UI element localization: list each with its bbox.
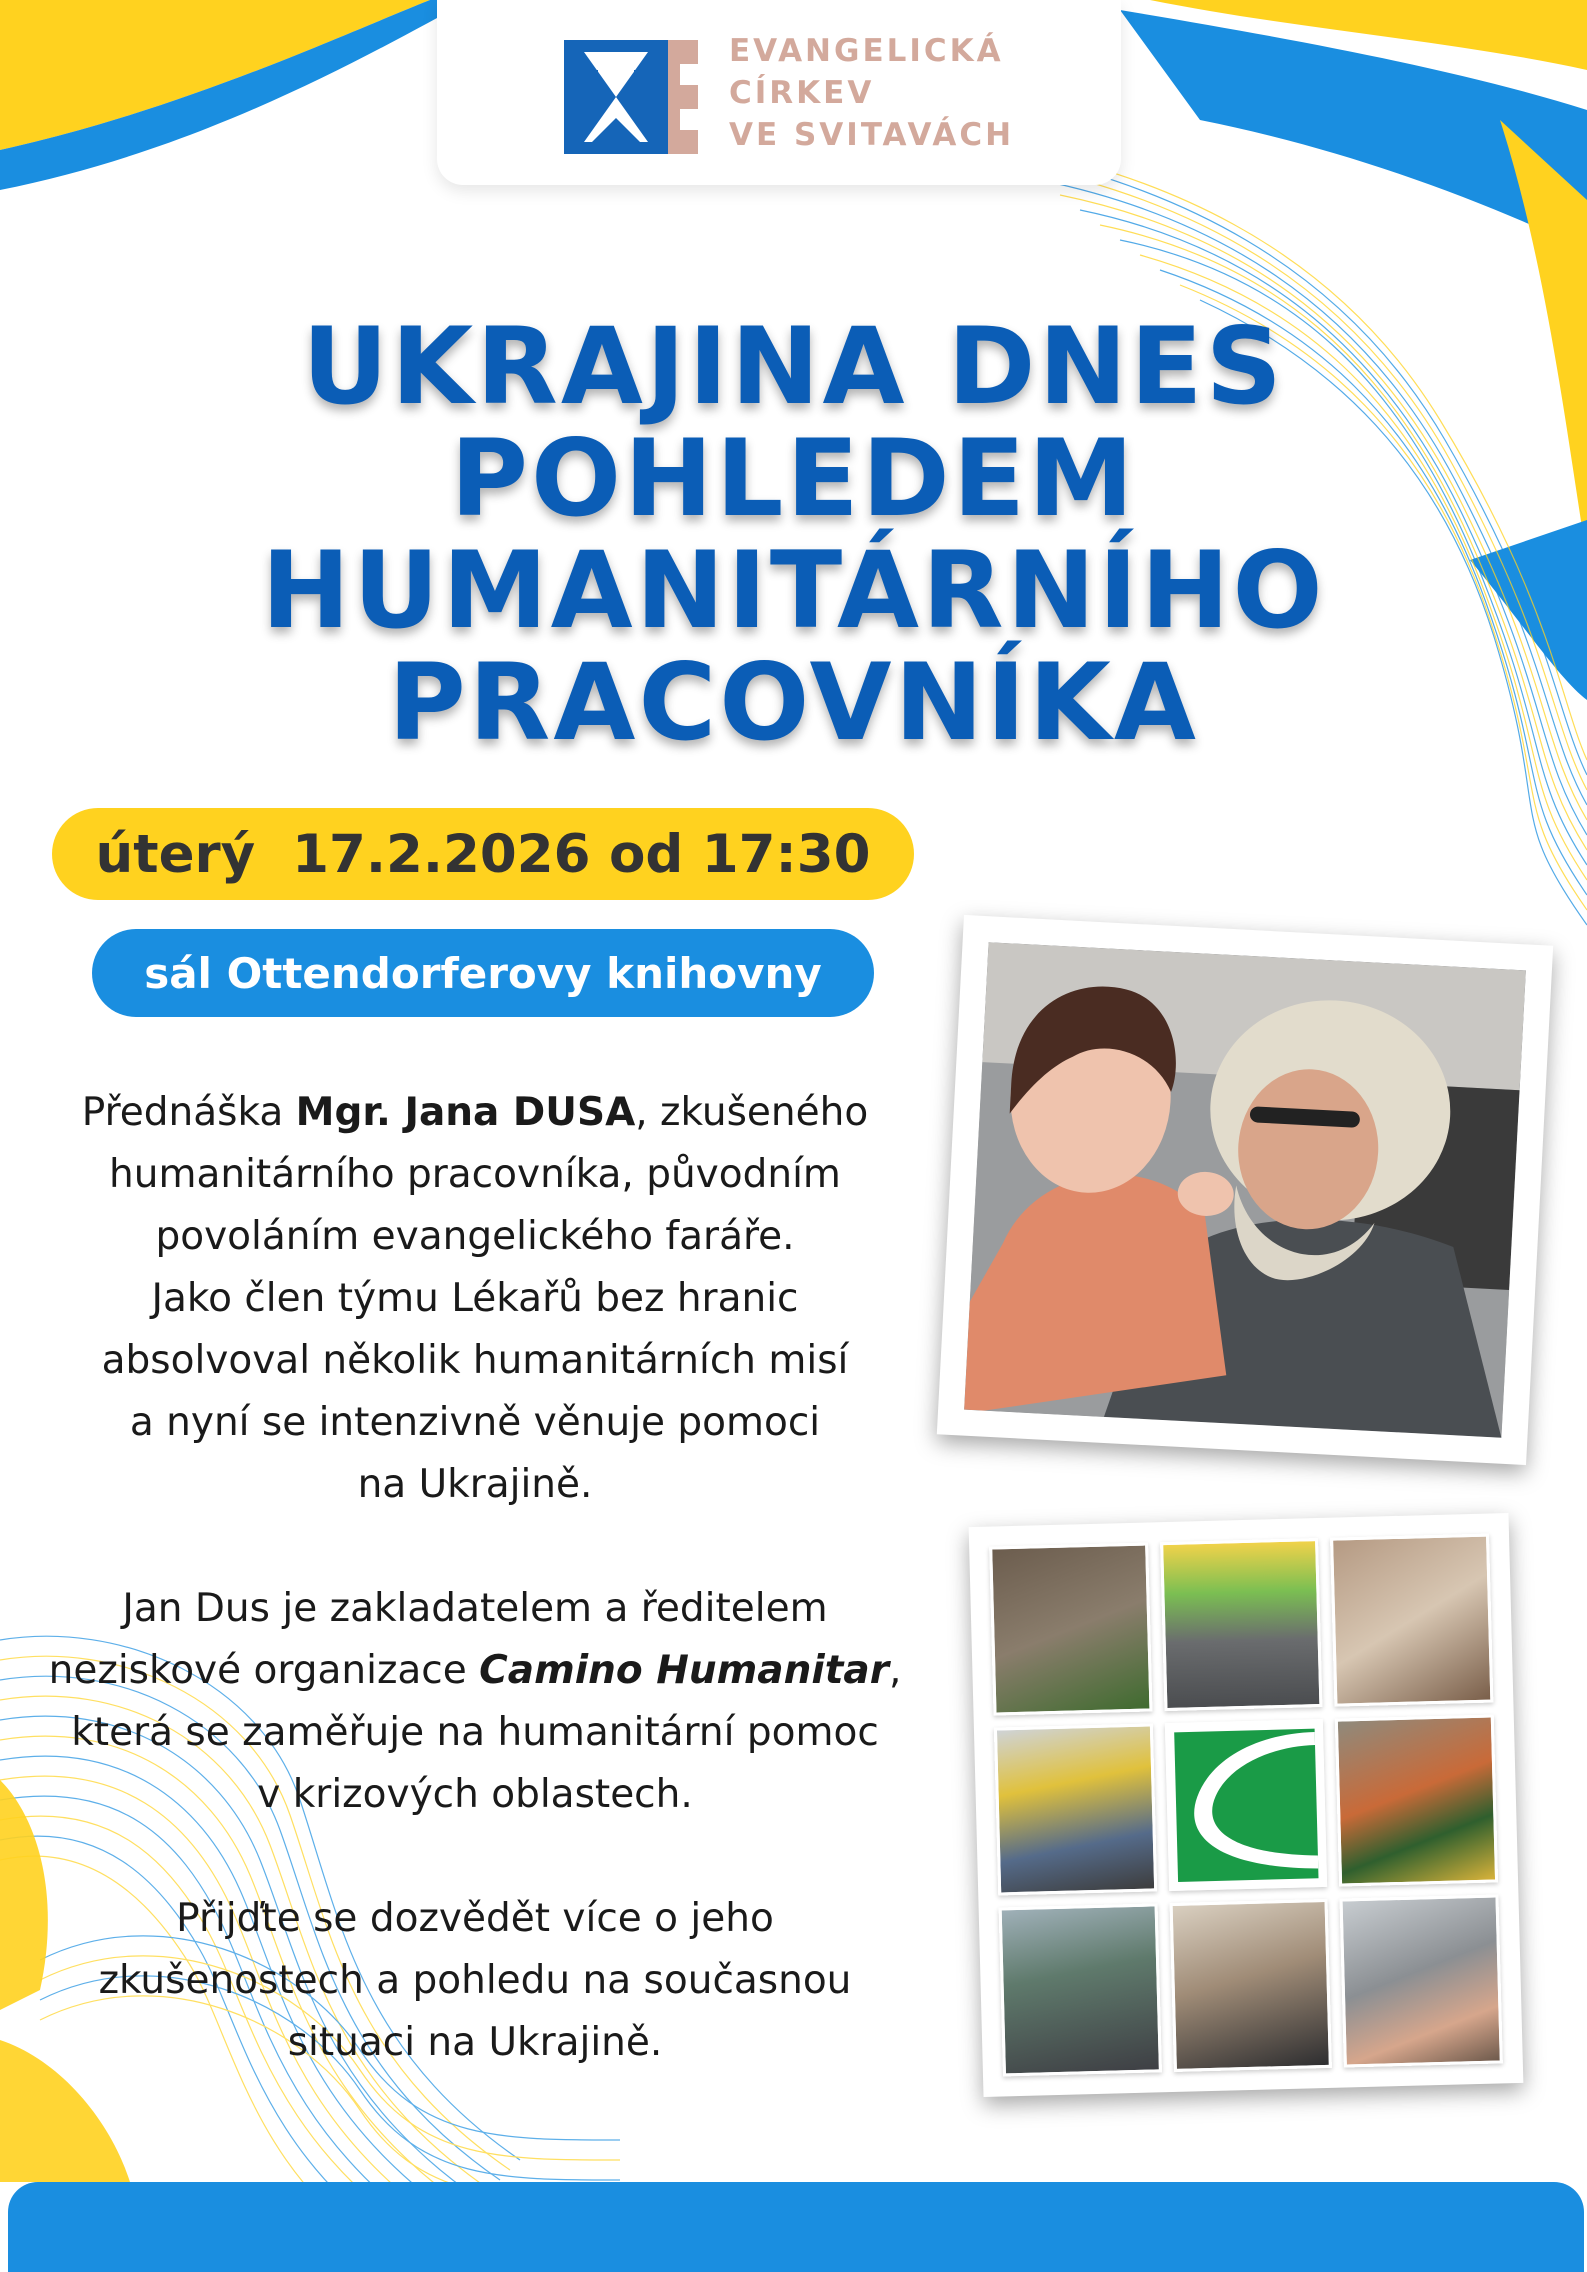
speaker-photo bbox=[937, 915, 1553, 1465]
collage-photo-selfie bbox=[1340, 1895, 1503, 2068]
description-line: která se zaměřuje na humanitární pomoc bbox=[71, 1710, 879, 1755]
description-line: a nyní se intenzivně věnuje pomoci bbox=[129, 1400, 821, 1445]
description-line: Přijďte se dozvědět více o jeho bbox=[176, 1896, 774, 1941]
org-intro: neziskové organizace bbox=[48, 1648, 480, 1693]
collage-photo-classroom bbox=[999, 1904, 1162, 2077]
collage-photo-parachute-game bbox=[1160, 1538, 1323, 1711]
description-line: zkušenostech a pohledu na současnou bbox=[98, 1958, 852, 2003]
description-line: humanitárního pracovníka, původním bbox=[109, 1152, 841, 1197]
description-line: v krizových oblastech. bbox=[257, 1772, 693, 1817]
org-after: , bbox=[888, 1648, 902, 1693]
description-line bbox=[10, 1640, 940, 1702]
collage-photo-kitchen bbox=[1330, 1534, 1493, 1707]
intro-after-name: , zkušeného bbox=[635, 1090, 869, 1135]
logo-line-3: VE SVITAVÁCH bbox=[729, 117, 1015, 153]
description-line: absolvoval několik humanitárních misí bbox=[101, 1338, 849, 1383]
logo-line-2: CÍRKEV bbox=[729, 75, 875, 111]
description-line: na Ukrajině. bbox=[357, 1462, 593, 1507]
title-line-3: HUMANITÁRNÍHO bbox=[261, 529, 1326, 653]
hourglass-e-icon bbox=[564, 40, 748, 154]
description-line: Jako člen týmu Lékařů bez hranic bbox=[151, 1276, 799, 1321]
title-line-2: POHLEDEM bbox=[450, 417, 1137, 541]
venue-badge bbox=[92, 929, 874, 1017]
title-line-4: PRACOVNÍKA bbox=[388, 641, 1199, 765]
intro-text: Přednáška bbox=[81, 1090, 296, 1135]
church-logo bbox=[437, 0, 1121, 185]
event-title bbox=[80, 305, 1507, 765]
date-time-badge bbox=[52, 808, 914, 900]
description-line: Jan Dus je zakladatelem a ředitelem bbox=[122, 1586, 828, 1631]
venue-text: sál Ottendorferovy knihovny bbox=[144, 948, 822, 998]
title-line-1: UKRAJINA DNES bbox=[302, 305, 1285, 429]
description-line: situaci na Ukrajině. bbox=[287, 2020, 663, 2065]
description-paragraph-3 bbox=[10, 1888, 940, 2074]
road-logo-icon bbox=[1168, 1722, 1325, 1889]
event-description bbox=[10, 1082, 940, 2074]
collage-photo-cooking bbox=[1169, 1899, 1332, 2072]
organization-name: Camino Humanitar bbox=[479, 1648, 889, 1693]
collage-photo-people-sorting bbox=[989, 1542, 1152, 1715]
collage-photo-van-delivery bbox=[994, 1723, 1157, 1896]
bottom-band bbox=[8, 2182, 1584, 2272]
logo-line-1: EVANGELICKÁ bbox=[729, 33, 1004, 69]
description-line: povoláním evangelického faráře. bbox=[155, 1214, 795, 1259]
date-time-text: úterý 17.2.2026 od 17:30 bbox=[95, 823, 871, 885]
speaker-photo-image bbox=[964, 942, 1526, 1438]
camino-humanitar-logo bbox=[1164, 1719, 1327, 1892]
collage-photo-textiles bbox=[1335, 1714, 1498, 1887]
description-paragraph-1 bbox=[10, 1082, 940, 1516]
description-paragraph-2 bbox=[10, 1578, 940, 1826]
speaker-name: Mgr. Jana DUSA bbox=[295, 1090, 636, 1135]
humanitarian-collage bbox=[969, 1513, 1524, 2097]
description-line bbox=[10, 1082, 940, 1144]
church-name bbox=[729, 30, 1109, 156]
